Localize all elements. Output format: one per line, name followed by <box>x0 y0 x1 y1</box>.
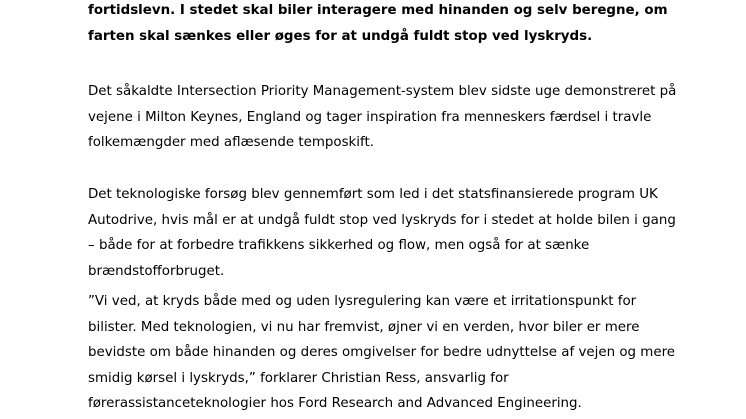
paragraph-line: Det teknologiske forsøg blev gennemført som led i det statsfinansierede program UK <box>88 187 658 202</box>
paragraph-line: bilister. Med teknologien, vi nu har fremvist, øjner vi en verden, hvor biler er mere <box>88 319 640 335</box>
paragraph-line: Autodrive, hvis mål er at undgå fuldt stop ved lyskryds for i stedet at holde bilen i gang <box>88 212 676 228</box>
quote-paragraph <box>88 289 708 417</box>
paragraph-line: bevidste om både hinanden og deres omgivelser for bedre udnyttelse af vejen og mere <box>88 345 676 361</box>
paragraph-line: folkemængder med aflæsende temposkift. <box>88 135 375 151</box>
paragraph-line: Det såkaldte Intersection Priority Management-system blev sidste uge demonstreret på <box>88 84 677 99</box>
lead-line: farten skal sænkes eller øges for at undgå fuldt stop ved lyskryds. <box>88 28 593 44</box>
paragraph-line: førerassistanceteknologier hos Ford Research and Advanced Engineering. <box>88 396 582 412</box>
body-paragraph <box>88 79 708 156</box>
paragraph-line: – både for at forbedre trafikkens sikkerhed og flow, men også for at sænke <box>88 238 590 254</box>
body-paragraph <box>88 182 708 284</box>
paragraph-line: vejene i Milton Keynes, England og tager inspiration fra menneskers færdsel i travle <box>88 109 652 125</box>
lead-line: fortidslevn. I stedet skal biler interagere med hinanden og selv beregne, om <box>88 3 668 18</box>
paragraph-line: smidig kørsel i lyskryds,” forklarer Christian Ress, ansvarlig for <box>88 370 509 386</box>
lead-paragraph <box>88 0 708 49</box>
paragraph-line: ”Vi ved, at kryds både med og uden lysregulering kan være et irritationspunkt for <box>88 294 637 309</box>
paragraph-line: brændstofforbruget. <box>88 263 225 279</box>
